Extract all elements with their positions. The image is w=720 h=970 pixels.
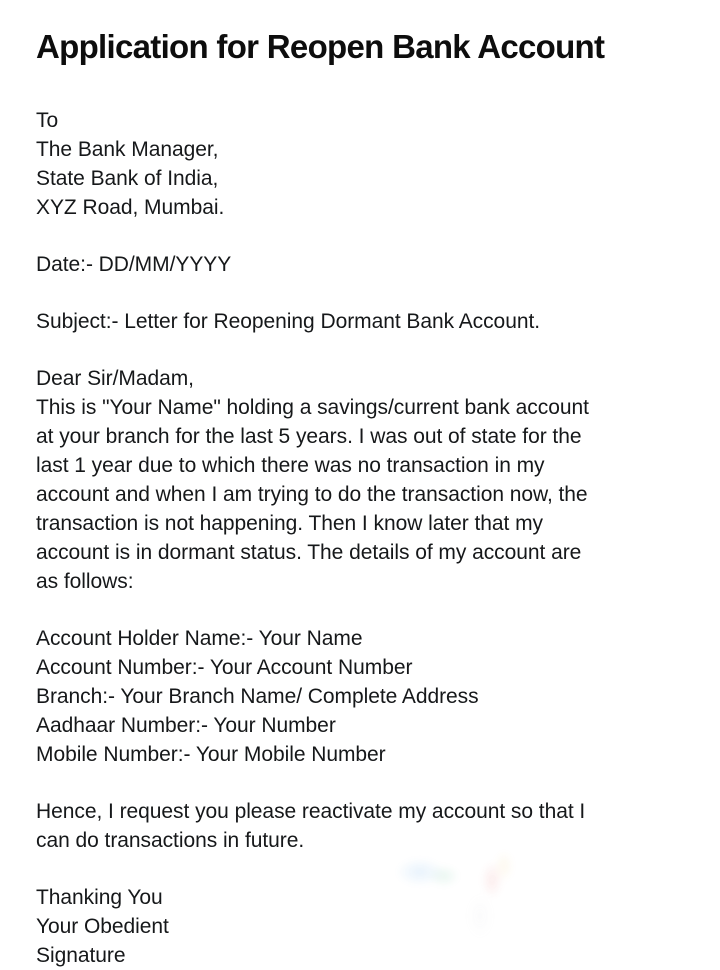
body-line: account and when I am trying to do the transaction now, the bbox=[36, 483, 588, 506]
addressee-bank: State Bank of India, bbox=[36, 167, 219, 190]
subject-block bbox=[36, 307, 684, 336]
spacer-after-date bbox=[36, 279, 684, 307]
addressee-address: XYZ Road, Mumbai. bbox=[36, 196, 225, 219]
date-block bbox=[36, 250, 684, 279]
date-line: Date:- DD/MM/YYYY bbox=[36, 253, 232, 276]
closing-block bbox=[36, 883, 684, 970]
closing-thanks: Thanking You bbox=[36, 886, 163, 909]
list-item: Account Number:- Your Account Number bbox=[36, 656, 413, 679]
closing-obedient: Your Obedient bbox=[36, 915, 169, 938]
request-paragraph bbox=[36, 797, 684, 855]
greeting-block bbox=[36, 364, 684, 393]
addressee-salutation: To bbox=[36, 109, 59, 132]
request-line: can do transactions in future. bbox=[36, 829, 305, 852]
spacer-before-closing bbox=[36, 855, 684, 883]
addressee-recipient: The Bank Manager, bbox=[36, 138, 219, 161]
closing-signature: Signature bbox=[36, 944, 126, 967]
body-line: at your branch for the last 5 years. I was out of state for the bbox=[36, 425, 582, 448]
list-item: Branch:- Your Branch Name/ Complete Address bbox=[36, 685, 479, 708]
addressee-block bbox=[36, 68, 684, 222]
request-line: Hence, I request you please reactivate my account so that I bbox=[36, 800, 586, 823]
spacer-after-addressee bbox=[36, 222, 684, 250]
subject-line: Subject:- Letter for Reopening Dormant Bank Account. bbox=[36, 310, 541, 333]
list-item: Account Holder Name:- Your Name bbox=[36, 627, 363, 650]
list-item: Aadhaar Number:- Your Number bbox=[36, 714, 336, 737]
list-item: Mobile Number:- Your Mobile Number bbox=[36, 743, 386, 766]
spacer-after-subject bbox=[36, 336, 684, 364]
greeting-line: Dear Sir/Madam, bbox=[36, 367, 194, 390]
spacer-before-details bbox=[36, 596, 684, 624]
page-title: Application for Reopen Bank Account bbox=[36, 28, 605, 65]
body-line: last 1 year due to which there was no transaction in my bbox=[36, 454, 545, 477]
body-line: account is in dormant status. The details of my account are bbox=[36, 541, 582, 564]
spacer-before-request bbox=[36, 769, 684, 797]
body-paragraph bbox=[36, 393, 684, 596]
body-line: transaction is not happening. Then I know later that my bbox=[36, 512, 543, 535]
account-details-list bbox=[36, 624, 684, 769]
body-line: This is "Your Name" holding a savings/current bank account bbox=[36, 396, 589, 419]
body-line: as follows: bbox=[36, 570, 134, 593]
